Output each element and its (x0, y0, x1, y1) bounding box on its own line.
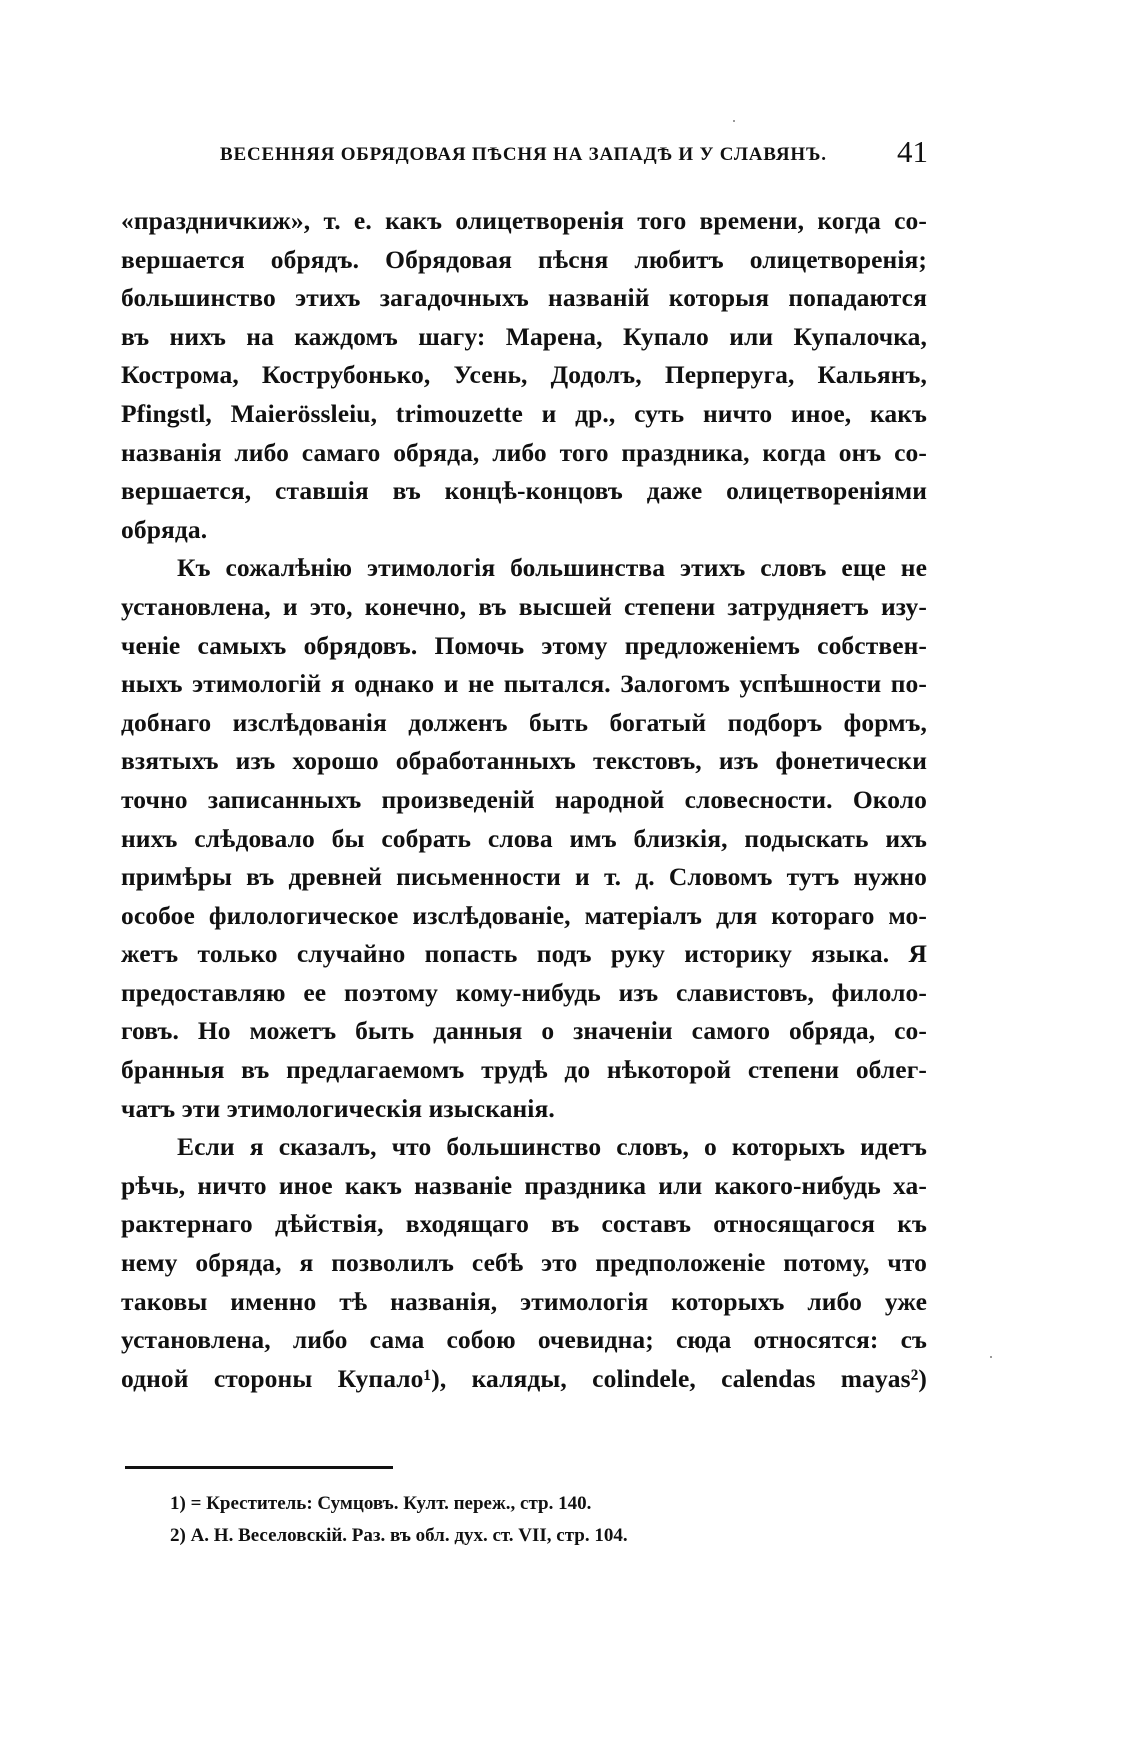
text-line: рѣчь, ничто иное какъ названіе праздника или какого-нибудь ха- (121, 1170, 927, 1200)
text-line: ченіе самыхъ обрядовъ. Помочь этому предложеніемъ собствен- (121, 630, 927, 660)
running-title: ВЕСЕННЯЯ ОБРЯДОВАЯ ПѢСНЯ НА ЗАПАДѢ И У СЛАВЯНЪ. (220, 144, 827, 165)
footnote: 1) = Креститель: Сумцовъ. Култ. переж., стр. 140. (170, 1493, 592, 1514)
text-line: Къ сожалѣнію этимологія большинства этихъ словъ еще не (177, 553, 927, 583)
page-header (120, 134, 928, 174)
text-line: установлена, либо сама собою очевидна; сюда относятся: съ (121, 1325, 927, 1355)
text-line: большинство этихъ загадочныхъ названій которыя попадаются (121, 283, 927, 313)
text-line: особое филологическое изслѣдованіе, матеріалъ для котораго мо- (121, 900, 927, 930)
footnote-divider (125, 1466, 393, 1469)
text-line: говъ. Но можетъ быть данныя о значеніи самого обряда, со- (121, 1016, 927, 1046)
footnote: 2) А. Н. Веселовскій. Раз. въ обл. дух. ст. VII, стр. 104. (170, 1525, 628, 1546)
text-line: примѣры въ древней письменности и т. д. Словомъ тутъ нужно (121, 862, 927, 892)
text-line: вершается обрядъ. Обрядовая пѣсня любитъ олицетворенія; (121, 244, 927, 274)
text-line: рактернаго дѣйствія, входящаго въ составъ относящагося къ (121, 1209, 927, 1239)
text-line: взятыхъ изъ хорошо обработанныхъ текстовъ, изъ фонетически (121, 746, 927, 776)
scan-speck (990, 1356, 992, 1358)
text-line: вершается, ставшія въ концѣ-концовъ даже олицетвореніями (121, 476, 927, 506)
text-line: ныхъ этимологій я однако и не пытался. Залогомъ успѣшности по- (121, 669, 927, 699)
text-line: Если я сказалъ, что большинство словъ, о которыхъ идетъ (177, 1132, 927, 1162)
text-line: Кострома, Кострубонько, Усень, Додолъ, Перперуга, Кальянъ, (121, 360, 927, 390)
text-line: установлена, и это, конечно, въ высшей степени затрудняетъ изу- (121, 591, 927, 621)
text-line: добнаго изслѣдованія долженъ быть богатый подборъ формъ, (121, 707, 927, 737)
text-line: «праздничкиж», т. е. какъ олицетворенія того времени, когда со- (121, 206, 927, 235)
page-number: 41 (897, 134, 928, 169)
text-line: жетъ только случайно попасть подъ руку историку языка. Я (121, 939, 927, 969)
text-line: названія либо самаго обряда, либо того праздника, когда онъ со- (121, 437, 927, 467)
body-text (121, 202, 927, 1398)
text-line: чатъ эти этимологическія изысканія. (121, 1093, 555, 1123)
scan-speck (733, 120, 735, 122)
text-line: обряда. (121, 514, 208, 544)
text-line: предоставляю ее поэтому кому-нибудь изъ славистовъ, филоло- (121, 977, 927, 1007)
footnotes (170, 1488, 870, 1552)
text-line: Pfingstl, Maierössleiu, trimouzette и др., суть ничто иное, какъ (121, 398, 927, 428)
text-line: нихъ слѣдовало бы собрать слова имъ близкія, подыскать ихъ (121, 823, 927, 853)
text-line: бранныя въ предлагаемомъ трудѣ до нѣкоторой степени облег- (121, 1055, 927, 1085)
text-line: точно записанныхъ произведеній народной словесности. Около (121, 784, 927, 814)
text-line: таковы именно тѣ названія, этимологія которыхъ либо уже (121, 1286, 927, 1316)
text-line: одной стороны Купало¹), каляды, colindele, calendas mayas²) (121, 1363, 927, 1393)
text-line: въ нихъ на каждомъ шагу: Марена, Купало или Купалочка, (121, 321, 927, 351)
text-line: нему обряда, я позволилъ себѣ это предположеніе потому, что (121, 1248, 927, 1278)
